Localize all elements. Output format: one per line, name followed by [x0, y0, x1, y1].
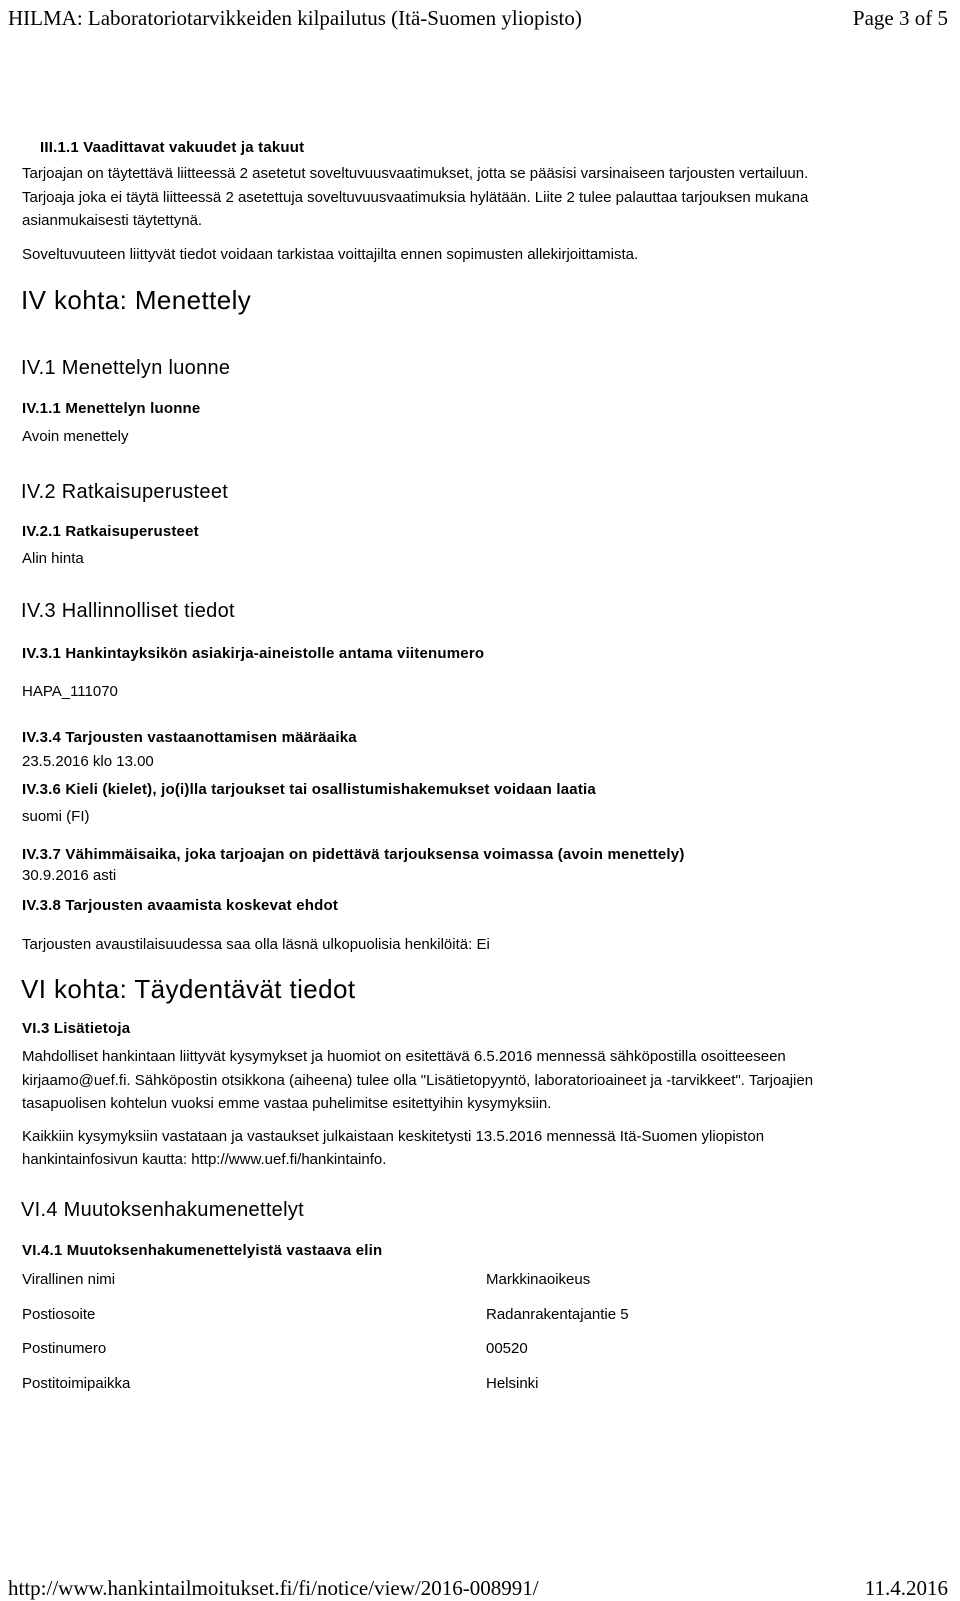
deadline-value: 23.5.2016 klo 13.00	[22, 753, 154, 770]
validity-value: 30.9.2016 asti	[22, 867, 117, 884]
review-body-value: Markkinaoikeus	[486, 1271, 591, 1288]
additional-info-line: Mahdolliset hankintaan liittyvät kysymykset ja huomiot on esitettävä 6.5.2016 mennessä sähköpostilla osoitteeseen	[22, 1048, 786, 1065]
section-iv-title: IV kohta: Menettely	[21, 285, 252, 315]
iv-3-1-heading: IV.3.1 Hankintayksikön asiakirja-aineistolle antama viitenumero	[22, 645, 485, 662]
section-iii-1-1-heading: III.1.1 Vaadittavat vakuudet ja takuut	[40, 139, 305, 156]
section-iii-text-line: Tarjoajan on täytettävä liitteessä 2 asetetut soveltuvuusvaatimukset, jotta se pääsisi varsinaiseen tarjousten vertailuun.	[22, 165, 809, 182]
iv-3-4-heading: IV.3.4 Tarjousten vastaanottamisen määräaika	[22, 729, 357, 746]
section-iv-3-title: IV.3 Hallinnolliset tiedot	[21, 600, 235, 622]
section-iv-2-title: IV.2 Ratkaisuperusteet	[21, 481, 229, 503]
additional-info-line: Kaikkiin kysymyksiin vastataan ja vastaukset julkaistaan keskitetysti 13.5.2016 mennessä Itä-Suomen yliopiston	[22, 1128, 765, 1145]
iv-3-8-heading: IV.3.8 Tarjousten avaamista koskevat ehdot	[22, 897, 339, 914]
additional-info-line: kirjaamo@uef.fi. Sähköpostin otsikkona (aiheena) tulee olla "Lisätietopyyntö, laboratorioaineet ja -tarvikkeet". Tarjoajien	[22, 1072, 814, 1089]
city-value: Helsinki	[486, 1375, 539, 1392]
section-iv-1-title: IV.1 Menettelyn luonne	[21, 357, 231, 379]
language-value: suomi (FI)	[22, 808, 90, 825]
section-vi-4-1-heading: VI.4.1 Muutoksenhakumenettelyistä vastaava elin	[22, 1242, 383, 1259]
postal-code-value: 00520	[486, 1340, 528, 1357]
iv-3-6-heading: IV.3.6 Kieli (kielet), jo(i)lla tarjoukset tai osallistumishakemukset voidaan laatia	[22, 781, 596, 798]
document-title: HILMA: Laboratoriotarvikkeiden kilpailutus (Itä-Suomen yliopisto)	[8, 5, 582, 30]
section-vi-4-title: VI.4 Muutoksenhakumenettelyt	[21, 1199, 304, 1221]
section-vi-3-heading: VI.3 Lisätietoja	[22, 1020, 131, 1037]
postal-address-label: Postiosoite	[22, 1306, 96, 1323]
page-footer	[8, 1576, 948, 1600]
reference-number-value: HAPA_111070	[22, 683, 118, 700]
section-iii-text-line: Tarjoaja joka ei täytä liitteessä 2 asetettuja soveltuvuusvaatimuksia hylätään. Liite 2 tulee palauttaa tarjouksen mukana	[22, 189, 809, 206]
footer-date: 11.4.2016	[864, 1575, 948, 1600]
city-label: Postitoimipaikka	[22, 1375, 131, 1392]
section-iii-text-line: Soveltuvuuteen liittyvät tiedot voidaan tarkistaa voittajilta ennen sopimusten allekirjoittamista.	[22, 246, 639, 263]
postal-address-value: Radanrakentajantie 5	[486, 1306, 629, 1323]
procedure-type-value: Avoin menettely	[22, 428, 129, 445]
section-vi-title: VI kohta: Täydentävät tiedot	[21, 974, 356, 1004]
additional-info-line: hankintainfosivun kautta: http://www.uef.fi/hankintainfo.	[22, 1151, 387, 1168]
iv-3-7-heading: IV.3.7 Vähimmäisaika, joka tarjoajan on pidettävä tarjouksensa voimassa (avoin menettely)	[22, 846, 685, 863]
footer-url-link[interactable]: http://www.hankintailmoitukset.fi/fi/notice/view/2016-008991/	[8, 1575, 539, 1600]
additional-info-line: tasapuolisen kohtelun vuoksi emme vastaa puhelimitse esitettyihin kysymyksiin.	[22, 1095, 552, 1112]
section-iv-2-1-heading: IV.2.1 Ratkaisuperusteet	[22, 523, 199, 540]
section-iii-text-line: asianmukaisesti täytettynä.	[22, 212, 203, 229]
section-iv-1-1-heading: IV.1.1 Menettelyn luonne	[22, 400, 201, 417]
review-body-label: Virallinen nimi	[22, 1271, 116, 1288]
award-criteria-value: Alin hinta	[22, 550, 84, 567]
opening-conditions-value: Tarjousten avaustilaisuudessa saa olla läsnä ulkopuolisia henkilöitä: Ei	[22, 936, 490, 953]
page-header	[8, 0, 948, 36]
page-number: Page 3 of 5	[852, 5, 948, 30]
postal-code-label: Postinumero	[22, 1340, 107, 1357]
